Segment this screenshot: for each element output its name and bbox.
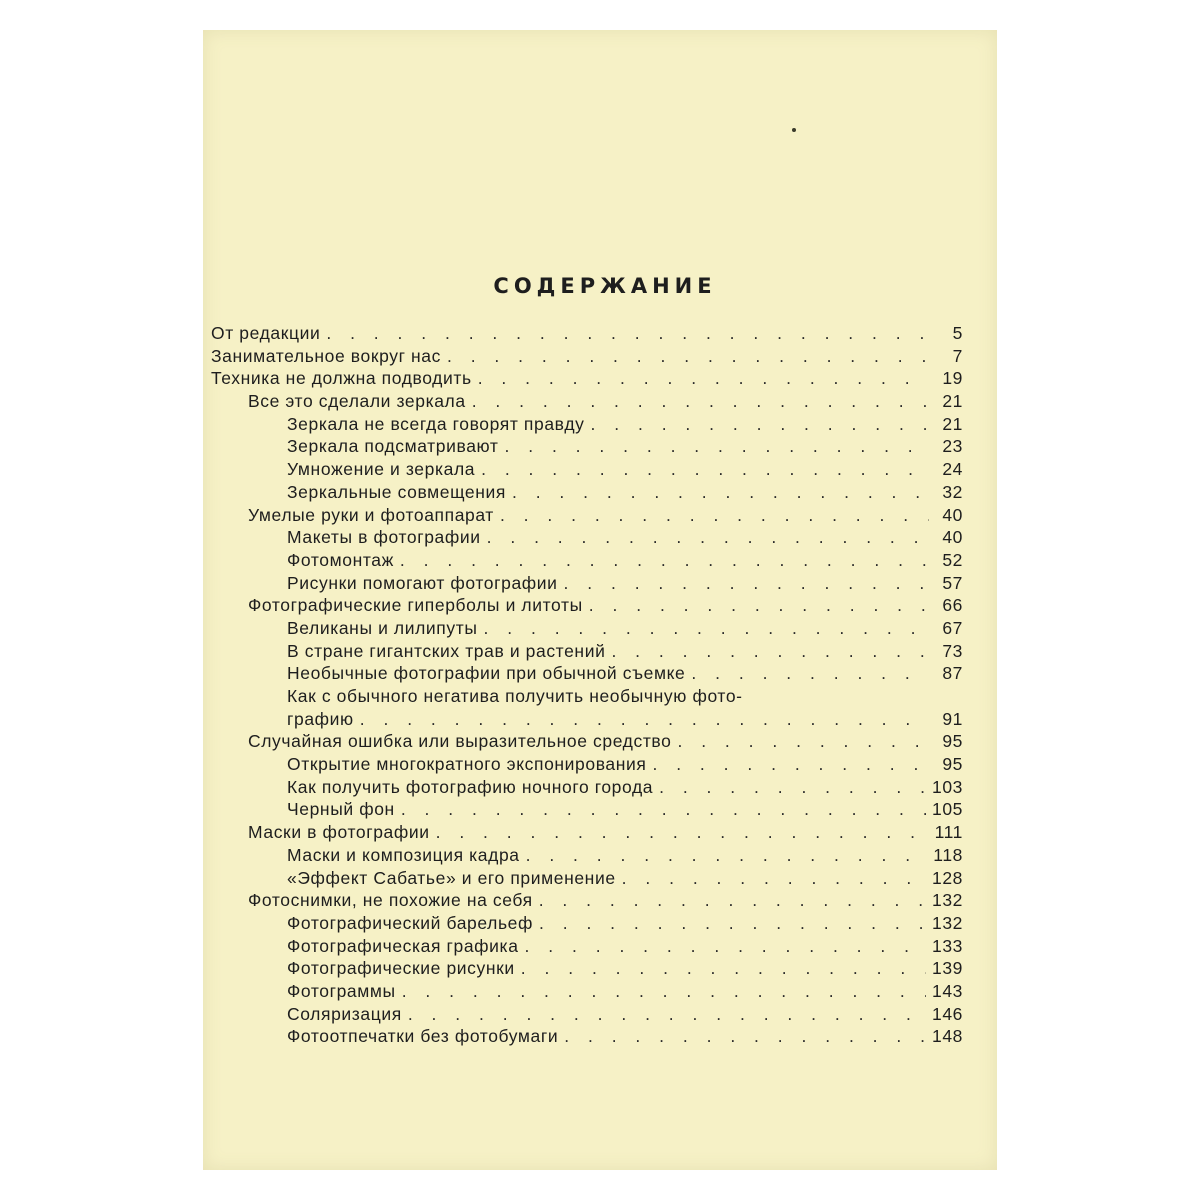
toc-entry [211,867,963,890]
toc-entry-page: 87 [942,663,963,684]
book-page [203,30,997,1170]
toc-entry [211,413,963,436]
dot-leader [487,526,929,549]
toc-entry-label: Маски и композиция кадра [287,844,520,865]
toc-entry-page: 21 [942,413,963,434]
toc-entry-page: 95 [942,731,963,752]
toc-entry-label: Умножение и зеркала [287,459,476,480]
toc-entry [211,912,963,935]
toc-entry [211,549,963,572]
dot-leader [589,594,929,617]
toc-entry-page: 132 [932,912,963,933]
toc-entry-page: 133 [932,935,963,956]
dot-leader [622,867,926,890]
toc-entry-label: В стране гигантских трав и растений [287,640,606,661]
dot-leader [564,1025,926,1048]
toc-entry-page: 52 [942,549,963,570]
toc-entry-page: 32 [942,481,963,502]
toc-entry-label: Зеркала не всегда говорят правду [287,413,585,434]
toc-entry-page: 132 [932,890,963,911]
toc-entry-page: 7 [952,345,963,366]
toc-entry-label: Фотографические гиперболы и литоты [248,595,583,616]
toc-entry-label: Как с обычного негатива получить необычную фото- [287,686,743,706]
toc-entry-label: Фотомонтаж [287,549,394,570]
dot-leader [591,413,929,436]
dot-leader [400,549,929,572]
toc-entry-page: 73 [942,640,963,661]
toc-entry-page: 19 [942,368,963,389]
toc-entry-label: Как получить фотографию ночного города [287,776,654,797]
paper-speck [792,128,796,132]
dot-leader [611,640,929,663]
dot-leader [659,776,926,799]
dot-leader [472,390,929,413]
toc-entry-page: 91 [942,708,963,729]
toc-entry-label: Фотоотпечатки без фотобумаги [287,1026,559,1047]
dot-leader [521,957,926,980]
toc-entry-page: 23 [942,436,963,457]
toc-entry [211,1025,963,1048]
toc-entry-label: Рисунки помогают фотографии [287,572,558,593]
toc-entry [211,730,963,753]
toc-entry-page: 146 [932,1003,963,1024]
dot-leader [408,1003,926,1026]
toc-entry [211,481,963,504]
toc-entry-label: Фотограммы [287,980,396,1001]
toc-entry [211,821,963,844]
toc-entry-page: 21 [942,391,963,412]
dot-leader [526,844,928,867]
toc-entry [211,345,963,368]
dot-leader [500,504,929,527]
toc-entry-page: 118 [933,844,963,865]
toc-entry-label: Занимательное вокруг нас [211,345,441,366]
toc-entry-page: 40 [942,527,963,548]
toc-entry-page: 148 [932,1026,963,1047]
dot-leader [402,980,926,1003]
toc-entry-label: Соляризация [287,1003,402,1024]
toc-entry-label: Техника не должна подводить [211,368,472,389]
toc-entry [211,390,963,413]
toc-entry [211,594,963,617]
toc-entry-label: Черный фон [287,799,395,820]
toc-entry [211,640,963,663]
toc-entry [211,435,963,458]
toc-entry [211,844,963,867]
dot-leader [401,798,926,821]
toc-entry [211,753,963,776]
toc-entry [211,889,963,912]
toc-entry [211,957,963,980]
toc-entry-label: Фотографический барельеф [287,912,533,933]
dot-leader [478,367,929,390]
dot-leader [691,662,929,685]
toc-entry-page: 67 [942,617,963,638]
toc-entry-label: От редакции [211,323,321,343]
toc-entry-label: Зеркальные совмещения [287,481,506,502]
toc-entry-label: Открытие многократного экспонирования [287,754,647,775]
toc-entry-label: Макеты в фотографии [287,527,481,548]
toc-entry [211,322,963,345]
toc-entry [211,980,963,1003]
toc-entry [211,685,963,730]
toc-entry-page: 103 [932,776,963,797]
dot-leader [525,935,926,958]
page-title: СОДЕРЖАНИЕ [493,274,717,298]
dot-leader [652,753,929,776]
toc-entry-page: 57 [942,572,963,593]
dot-leader [539,912,926,935]
toc-entry-page: 139 [932,958,963,979]
dot-leader [512,481,929,504]
toc-entry [211,776,963,799]
toc-entry-page: 66 [942,595,963,616]
toc-entry-label: Случайная ошибка или выразительное средство [248,731,672,752]
toc-entry-label: Фотографические рисунки [287,958,515,979]
toc-entry-label: Великаны и лилипуты [287,617,478,638]
toc-entry-label: Маски в фотографии [248,822,430,843]
toc-entry-label-continued: графию [287,708,354,729]
toc-entry-label: «Эффект Сабатье» и его применение [287,867,616,888]
toc-entry-label: Необычные фотографии при обычной съемке [287,663,686,684]
dot-leader [360,708,929,731]
toc-entry [211,458,963,481]
toc-entry-label: Фотоснимки, не похожие на себя [248,890,533,911]
table-of-contents [211,322,963,1048]
dot-leader [677,730,929,753]
dot-leader [436,821,929,844]
toc-entry-label: Зеркала подсматривают [287,436,499,457]
dot-leader [505,435,930,458]
dot-leader [481,458,929,481]
toc-entry-page: 24 [942,459,963,480]
dot-leader [447,345,929,368]
dot-leader [484,617,929,640]
toc-entry-label: Все это сделали зеркала [248,391,466,412]
dot-leader [539,889,926,912]
toc-entry-page: 111 [934,822,963,843]
toc-entry [211,935,963,958]
toc-entry-page: 40 [942,504,963,525]
toc-entry [211,504,963,527]
toc-entry [211,662,963,685]
toc-entry-page: 143 [932,980,963,1001]
toc-entry-page: 95 [942,754,963,775]
toc-entry [211,367,963,390]
toc-entry [211,798,963,821]
dot-leader [564,572,929,595]
toc-entry-page: 5 [952,323,963,343]
dot-leader [326,322,929,345]
toc-entry-page: 128 [932,867,963,888]
toc-entry [211,617,963,640]
toc-entry-page: 105 [932,799,963,820]
toc-entry [211,526,963,549]
toc-entry [211,1003,963,1026]
toc-entry-label: Фотографическая графика [287,935,519,956]
toc-entry-label: Умелые руки и фотоаппарат [248,504,494,525]
toc-entry [211,572,963,595]
